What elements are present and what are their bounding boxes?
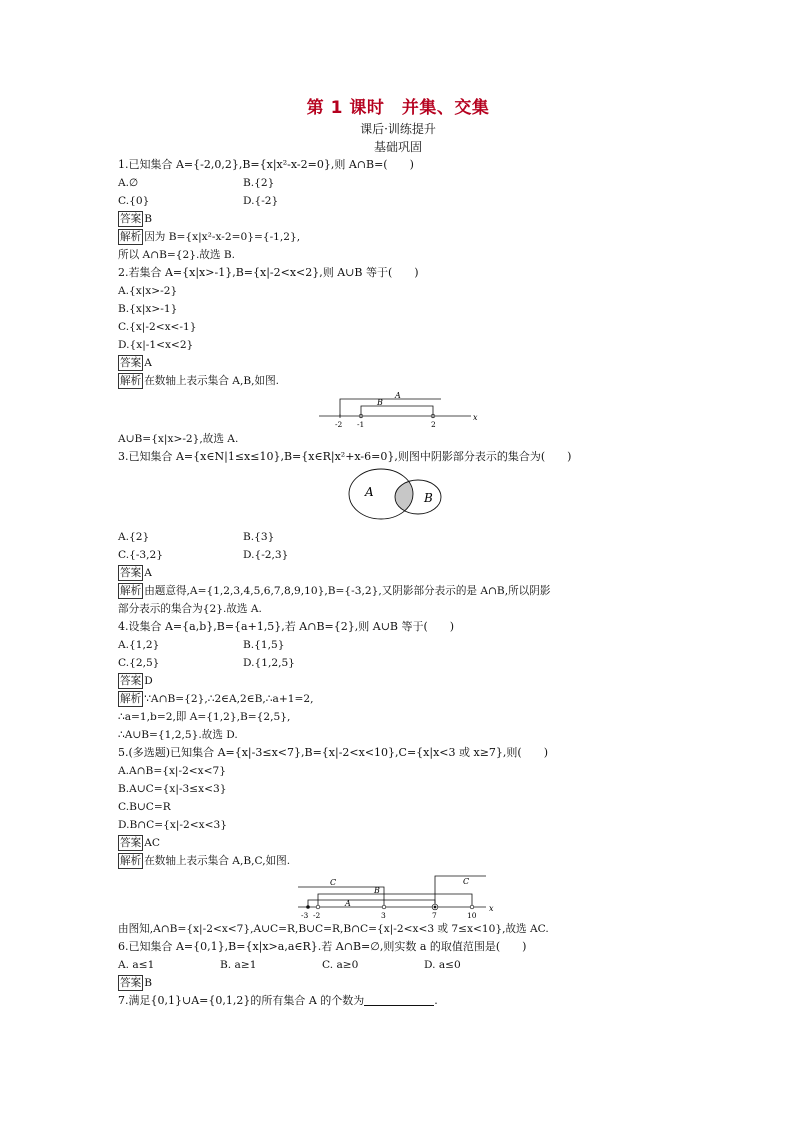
option-d: D. a≤0 — [424, 959, 461, 971]
number-line-figure-q2 — [313, 390, 483, 430]
set-c-right-bracket — [435, 876, 486, 907]
venn-diagram — [348, 466, 448, 526]
question-1-options-2 — [118, 192, 678, 210]
analysis-text: 在数轴上表示集合 A,B,如图. — [144, 375, 280, 387]
label-b: B — [424, 491, 433, 505]
closed-point — [434, 906, 437, 909]
question-3-stem: 3.已知集合 A={x∈N|1≤x≤10},B={x∈R|x²+x-6=0},则图中阴影部分表示的集合为( ) — [118, 450, 572, 463]
question-6-stem: 6.已知集合 A={0,1},B={x|x>a,a∈R}.若 A∩B=∅,则实数 a 的取值范围是( ) — [118, 940, 527, 953]
answer-tag: 答案 — [120, 357, 142, 369]
question-2-conclusion: A∪B={x|x>-2},故选 A. — [118, 433, 239, 445]
question-1-analysis — [118, 228, 678, 246]
option-c: C.{2,5} — [118, 657, 160, 669]
question-5-analysis — [118, 852, 678, 870]
option-b: B. a≥1 — [220, 959, 257, 971]
analysis-text-line: ∴A∪B={1,2,5}.故选 D. — [118, 729, 238, 741]
analysis-text-line: ∴a=1,b=2,即 A={1,2},B={2,5}, — [118, 711, 291, 723]
question-2-stem: 2.若集合 A={x|x>-1},B={x|-2<x<2},则 A∪B 等于( ) — [118, 266, 419, 279]
option-d: D.B∩C={x|-2<x<3} — [118, 819, 227, 831]
question-7-stem — [118, 992, 678, 1010]
set-a-bracket — [308, 900, 435, 907]
analysis-tag: 解析 — [120, 855, 142, 867]
answer-tag: 答案 — [120, 977, 142, 989]
option-a: A.{1,2} — [118, 639, 160, 651]
axis-label: x — [489, 904, 494, 913]
question-7-end: . — [434, 994, 438, 1007]
question-4-answer — [118, 672, 678, 690]
question-1-options — [118, 174, 678, 192]
analysis-text-line: 部分表示的集合为{2}.故选 A. — [118, 603, 262, 615]
analysis-tag: 解析 — [120, 585, 142, 597]
option-c: C.B∪C=R — [118, 801, 171, 813]
option-d: D.{1,2,5} — [243, 657, 295, 669]
question-5-stem: 5.(多选题)已知集合 A={x|-3≤x<7},B={x|-2<x<10},C={x|x<3 或 x≥7},则( ) — [118, 746, 548, 759]
question-6-answer — [118, 974, 678, 992]
option-b: B.{3} — [243, 531, 275, 543]
option-b: B.{x|x>-1} — [118, 303, 178, 315]
answer-value: A — [144, 357, 152, 369]
analysis-text: 因为 B={x|x²-x-2=0}={-1,2}, — [144, 231, 301, 243]
label-a: A — [395, 391, 401, 400]
analysis-tag: 解析 — [120, 375, 142, 387]
answer-tag: 答案 — [120, 567, 142, 579]
option-b: B.{1,5} — [243, 639, 285, 651]
option-a: A.{x|x>-2} — [118, 285, 178, 297]
analysis-text: ∵A∩B={2},∴2∈A,2∈B,∴a+1=2, — [144, 693, 314, 705]
answer-tag: 答案 — [120, 675, 142, 687]
label-a: A — [365, 485, 374, 499]
question-4-analysis — [118, 690, 678, 708]
option-d: D.{-2,3} — [243, 549, 289, 561]
answer-value: A — [144, 567, 152, 579]
option-c: C.{-3,2} — [118, 549, 164, 561]
section-heading: 基础巩固 — [373, 140, 422, 154]
question-3-options-2 — [118, 546, 678, 564]
question-3-analysis — [118, 582, 678, 600]
option-a: A.∅ — [118, 177, 139, 189]
option-a: A.A∩B={x|-2<x<7} — [118, 765, 227, 777]
answer-value: B — [144, 213, 152, 225]
option-d: D.{-2} — [243, 195, 279, 207]
set-c-left-bracket — [298, 887, 384, 907]
open-point — [382, 905, 386, 909]
tick-label: -2 — [335, 420, 343, 429]
tick-label: 2 — [431, 420, 436, 429]
answer-tag: 答案 — [120, 213, 142, 225]
answer-value: AC — [144, 837, 160, 849]
tick-label: 7 — [432, 911, 437, 920]
tick-label: -3 — [301, 911, 309, 920]
label-b: B — [377, 398, 383, 407]
set-b-bracket — [318, 894, 472, 907]
closed-point — [306, 905, 310, 909]
axis-label: x — [473, 413, 478, 422]
analysis-text: 在数轴上表示集合 A,B,C,如图. — [144, 855, 291, 867]
analysis-tag: 解析 — [120, 231, 142, 243]
answer-value: D — [144, 675, 153, 687]
question-1-answer — [118, 210, 678, 228]
question-1-stem: 1.已知集合 A={-2,0,2},B={x|x²-x-2=0},则 A∩B=( ) — [118, 158, 414, 171]
answer-value: B — [144, 977, 152, 989]
question-3-options — [118, 528, 678, 546]
set-b-bracket — [361, 406, 433, 416]
set-a-bracket — [340, 399, 441, 416]
question-3-answer — [118, 564, 678, 582]
option-c: C.{0} — [118, 195, 150, 207]
label-b: B — [374, 886, 380, 895]
number-line-figure-q5 — [296, 870, 500, 920]
option-a: A. a≤1 — [118, 959, 155, 971]
analysis-tag: 解析 — [120, 693, 142, 705]
question-4-stem: 4.设集合 A={a,b},B={a+1,5},若 A∩B={2},则 A∪B 等于( ) — [118, 620, 455, 633]
question-6-options — [118, 956, 678, 974]
option-c: C.{x|-2<x<-1} — [118, 321, 197, 333]
answer-tag: 答案 — [120, 837, 142, 849]
option-c: C. a≥0 — [322, 959, 359, 971]
option-b: B.A∪C={x|-3≤x<3} — [118, 783, 227, 795]
question-2-answer — [118, 354, 678, 372]
open-point — [470, 905, 474, 909]
tick-label: 10 — [467, 911, 477, 920]
question-5-conclusion: 由图知,A∩B={x|-2<x<7},A∪C=R,B∪C=R,B∩C={x|-2<x<3 或 7≤x<10},故选 AC. — [118, 923, 549, 935]
question-4-options — [118, 636, 678, 654]
option-b: B.{2} — [243, 177, 275, 189]
label-a: A — [345, 899, 351, 908]
tick-label: 3 — [381, 911, 386, 920]
worksheet-page — [118, 96, 678, 1010]
answer-blank[interactable] — [364, 993, 434, 1006]
question-7-text: 7.满足{0,1}∪A={0,1,2}的所有集合 A 的个数为 — [118, 994, 365, 1007]
label-c: C — [330, 878, 337, 887]
tick-label: -1 — [357, 420, 365, 429]
question-5-answer — [118, 834, 678, 852]
option-a: A.{2} — [118, 531, 150, 543]
question-2-analysis — [118, 372, 678, 390]
analysis-text: 由题意得,A={1,2,3,4,5,6,7,8,9,10},B={-3,2},又阴影部分表示的是 A∩B,所以阴影 — [144, 585, 551, 597]
section-subtitle: 课后·训练提升 — [360, 122, 436, 136]
analysis-text-line: 所以 A∩B={2}.故选 B. — [118, 249, 236, 261]
page-title: 第 1 课时 并集、交集 — [306, 98, 490, 118]
tick-label: -2 — [313, 911, 321, 920]
question-4-options-2 — [118, 654, 678, 672]
label-c: C — [463, 877, 470, 886]
open-point — [316, 905, 320, 909]
option-d: D.{x|-1<x<2} — [118, 339, 194, 351]
